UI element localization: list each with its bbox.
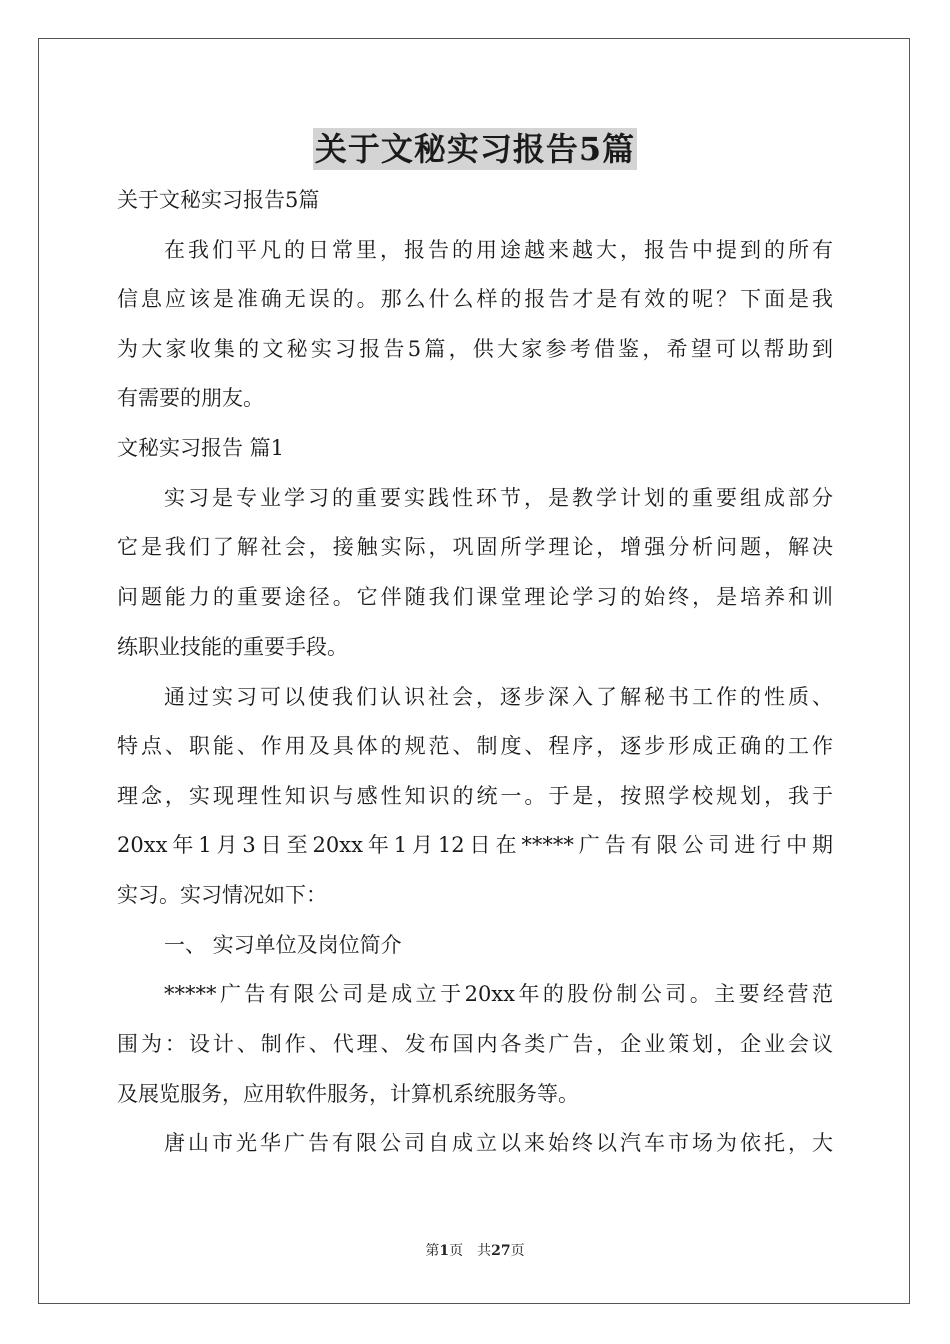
page-border <box>38 38 910 1304</box>
para2-line: 理念，实现理性知识与感性知识的统一。于是，按照学校规划，我于 <box>117 784 833 808</box>
footer-suffix: 页 <box>510 1243 525 1259</box>
para2-line: 实习。实习情况如下： <box>117 883 327 907</box>
document-subtitle: 关于文秘实习报告5篇 <box>117 188 320 212</box>
intro-line: 信息应该是准确无误的。那么什么样的报告才是有效的呢？下面是我 <box>117 287 833 311</box>
footer-prefix: 第 <box>425 1243 440 1259</box>
para1-line: 问题能力的重要途径。它伴随我们课堂理论学习的始终，是培养和训 <box>117 585 833 609</box>
subheading: 一、 实习单位及岗位简介 <box>164 933 402 957</box>
footer-page-total: 27 <box>491 1243 511 1259</box>
title-wrap <box>0 128 950 170</box>
para4-line: 唐山市光华广告有限公司自成立以来始终以汽车市场为依托，大 <box>164 1131 833 1155</box>
page-footer <box>0 1241 950 1261</box>
para1-line: 它是我们了解社会，接触实际，巩固所学理论，增强分析问题，解决 <box>117 535 833 559</box>
para2-line: 通过实习可以使我们认识社会，逐步深入了解秘书工作的性质、 <box>164 685 833 709</box>
intro-line: 有需要的朋友。 <box>117 386 264 410</box>
para3-line: 及展览服务，应用软件服务，计算机系统服务等。 <box>117 1082 579 1106</box>
para1-line: 实习是专业学习的重要实践性环节，是教学计划的重要组成部分 <box>164 486 833 510</box>
para2-line: 特点、职能、作用及具体的规范、制度、程序，逐步形成正确的工作 <box>117 734 833 758</box>
intro-line: 在我们平凡的日常里，报告的用途越来越大，报告中提到的所有 <box>164 238 833 262</box>
para3-line: *****广告有限公司是成立于20xx年的股份制公司。主要经营范 <box>164 982 833 1006</box>
section-heading: 文秘实习报告 篇1 <box>117 436 285 460</box>
document-title: 关于文秘实习报告5篇 <box>314 130 636 168</box>
para3-line: 围为：设计、制作、代理、发布国内各类广告，企业策划，企业会议 <box>117 1032 833 1056</box>
para1-line: 练职业技能的重要手段。 <box>117 635 348 659</box>
intro-line: 为大家收集的文秘实习报告5篇，供大家参考借鉴，希望可以帮助到 <box>117 337 833 361</box>
footer-mid: 页 共 <box>449 1243 492 1259</box>
footer-page-current: 1 <box>439 1243 450 1259</box>
para2-line: 20xx年1月3日至20xx年1月12日在*****广告有限公司进行中期 <box>117 833 833 857</box>
